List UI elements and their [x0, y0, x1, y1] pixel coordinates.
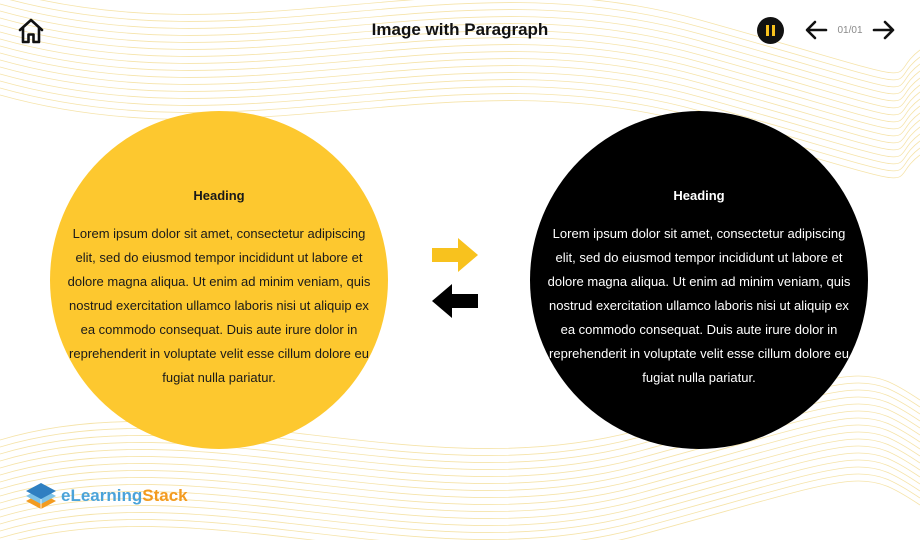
card-paragraph: Lorem ipsum dolor sit amet, consectetur adipiscing elit, sed do eiusmod tempor incididunt ut labore et dolore magna aliqua. Ut enim ad minim veniam, quis nostrud exercitation ullamco laboris nisi ut aliquip ex ea commodo consequat. Duis aute irure dolor in reprehenderit in voluptate velit esse cillum dolore eu fugiat nulla pariatur.: [67, 226, 371, 385]
card-heading: Heading: [193, 188, 245, 203]
card-paragraph: Lorem ipsum dolor sit amet, consectetur adipiscing elit, sed do eiusmod tempor incididunt ut labore et dolore magna aliqua. Ut enim ad minim veniam, quis nostrud exercitation ullamco laboris nisi ut aliquip ex ea commodo consequat. Duis aute irure dolor in reprehenderit in voluptate velit esse cillum dolore eu fugiat nulla pariatur.: [547, 226, 851, 385]
pause-button[interactable]: [757, 17, 784, 44]
brand-name: [61, 486, 188, 506]
pause-icon-bar: [772, 25, 775, 36]
yellow-circle-card: [50, 111, 388, 449]
black-circle-card: [530, 111, 868, 449]
page-counter: 01/01: [837, 25, 863, 36]
wave-line: [0, 418, 920, 491]
brand-name-part2: Stack: [142, 486, 188, 505]
arrow-right-icon[interactable]: [432, 238, 478, 272]
stack-logo-icon: [24, 481, 58, 513]
arrow-left-icon[interactable]: [432, 284, 478, 318]
pause-icon: [766, 25, 769, 36]
top-bar: [0, 0, 920, 60]
previous-page-button[interactable]: [804, 19, 828, 41]
next-page-button[interactable]: [872, 19, 896, 41]
brand-name-part1: eLearning: [61, 486, 143, 505]
card-heading: Heading: [673, 188, 725, 203]
arrow-left-icon: [804, 19, 828, 41]
wave-line: [0, 474, 920, 540]
wave-line: [0, 446, 920, 519]
page-title: Image with Paragraph: [371, 20, 549, 39]
arrow-right-icon: [872, 19, 896, 41]
